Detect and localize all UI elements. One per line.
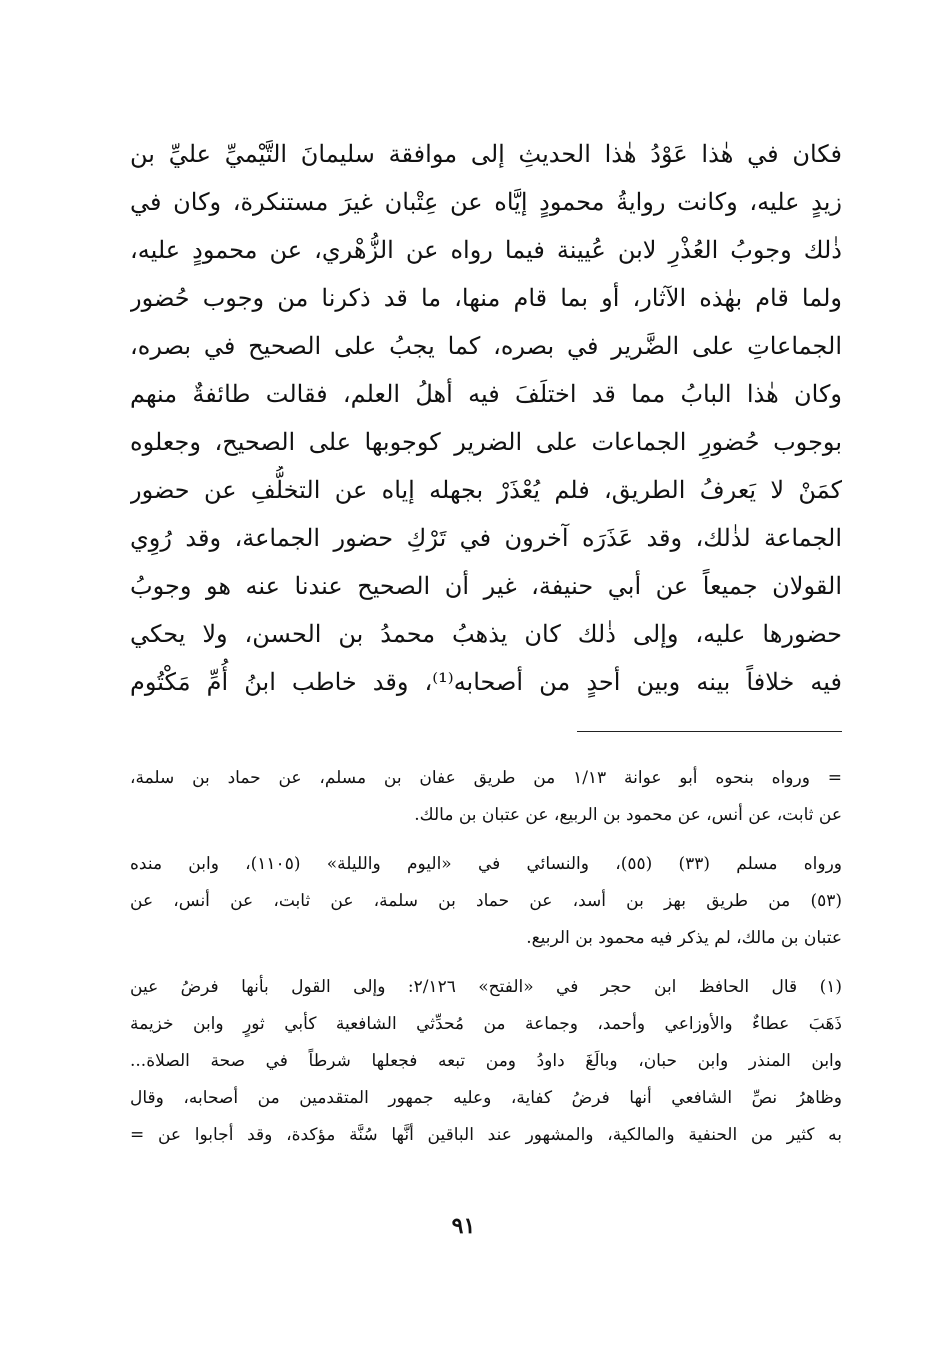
main-text-line: كمَنْ لا يَعرفُ الطريق، فلم يُعْذَرْ بجهله إياه عن التخلُّفِ عن حضور <box>130 476 842 504</box>
main-text-line: ذٰلك وجوبُ العُذْرِ لابن عُيينة فيما رواه عن الزُّهْري، عن محمودٍ عليه، <box>130 236 842 264</box>
footnote-line: عن ثابت، عن أنس، عن محمود بن الربيع، عن عتبان بن مالك. <box>414 805 842 825</box>
main-text-line: ولما قام بهٰذه الآثار، أو بما قام منها، ما قد ذكرنا من وجوب حُضور <box>130 284 842 312</box>
page-number: ٩١ <box>451 1213 476 1239</box>
main-text-body <box>130 130 842 706</box>
footnote-line: ذَهَبَ عطاءٌ والأوزاعي وأحمد، وجماعة من مُحدِّثي الشافعية كأبي ثورٍ وابن خزيمة <box>130 1014 842 1034</box>
main-text-line: بوجوب حُضورِ الجماعات على الضرير كوجوبها على الصحيح، وجعلوه <box>130 428 842 456</box>
paragraph-gap <box>130 957 842 969</box>
footnotes-section <box>130 760 842 1154</box>
footnote-line: = ورواه بنحوه أبو عوانة ١/١٣ من طريق عفان بن مسلم، عن حماد بن سلمة، <box>130 768 842 788</box>
footnote-line: (١) قال الحافظ ابن حجر في «الفتح» ٢/١٢٦: وإلى القول بأنها فرضُ عين <box>130 977 842 997</box>
footnote-line: وابن المنذر وابن حبان، وبالَغَ داودُ ومن تبعه فجعلها شرطاً في صحة الصلاة... <box>130 1051 842 1071</box>
main-text-line: الجماعاتِ على الضَّرير في بصره، كما يجبُ على الصحيح في بصره، <box>130 332 842 360</box>
main-text-line: فكان في هٰذا عَوْدُ هٰذا الحديثِ إلى موافقة سليمانَ التَّيْميِّ عليِّ بن <box>130 140 842 168</box>
main-text-line: زيدٍ عليه، وكانت روايةُ محمودٍ إيَّاه عن عِتْبان غيرَ مستنكرة، وكان في <box>130 188 842 216</box>
footnote-line: وظاهرُ نصِّ الشافعي أنها فرضُ كفاية، وعليه جمهور المتقدمين من أصحابه، وقال <box>130 1088 842 1108</box>
footnote-line: به كثير من الحنفية والمالكية، والمشهور عند الباقين أنَّها سُنَّة مؤكدة، وقد أجابوا عن = <box>130 1125 842 1145</box>
main-text-line: وكان هٰذا البابُ مما قد اختلَفَ فيه أهلُ العلم، فقالت طائفةٌ منهم <box>130 380 842 408</box>
main-text-line: فيه خلافاً بينه وبين أحدٍ من أصحابه⁽¹⁾، وقد خاطب ابنُ أُمِّ مَكْتُوم <box>130 668 842 696</box>
paragraph-gap <box>130 834 842 846</box>
footnote-line: ورواه مسلم (٣٣) (٥٥)، والنسائي في «اليوم والليلة» (١١٠٥)، وابن منده <box>130 854 842 874</box>
main-text-line: الجماعة لذٰلك، وقد عَذَرَه آخرون في تَرْكِ حضور الجماعة، وقد رُوِي <box>130 524 842 552</box>
footnote-line: عتبان بن مالك، لم يذكر فيه محمود بن الربيع. <box>526 928 842 948</box>
main-text-line: القولان جميعاً عن أبي حنيفة، غير أن الصحيح عندنا عنه هو وجوبُ <box>130 572 842 600</box>
main-text-line: حضورها عليه، وإلى ذٰلك كان يذهبُ محمدُ بن الحسن، ولا يحكي <box>130 620 842 648</box>
footnote-divider <box>577 731 842 732</box>
footnote-line: (٥٣) من طريق بهز بن أسد، عن حماد بن سلمة، عن ثابت، عن أنس، عن <box>130 891 842 911</box>
